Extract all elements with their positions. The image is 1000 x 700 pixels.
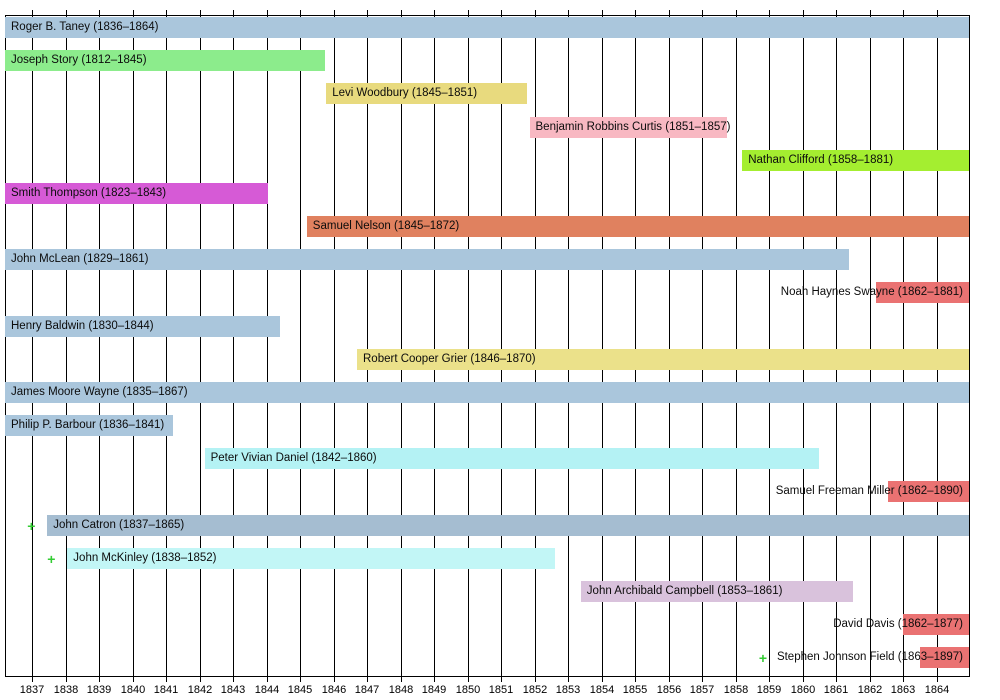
x-tick-label-1845: 1845 xyxy=(287,684,313,696)
top-tick-1839 xyxy=(99,10,100,15)
bar-label-nelson: Samuel Nelson (1845–1872) xyxy=(312,220,460,232)
bottom-tick-1845 xyxy=(300,676,301,682)
x-tick-label-1844: 1844 xyxy=(254,684,280,696)
top-tick-1856 xyxy=(669,10,670,15)
top-tick-1852 xyxy=(535,10,536,15)
bottom-tick-1853 xyxy=(568,676,569,682)
bar-label-swayne: Noah Haynes Swayne (1862–1881) xyxy=(780,286,963,298)
bottom-tick-1855 xyxy=(635,676,636,682)
x-tick-label-1864: 1864 xyxy=(924,684,950,696)
top-tick-1855 xyxy=(635,10,636,15)
bottom-axis-line xyxy=(5,676,970,677)
bottom-tick-1837 xyxy=(32,676,33,682)
bottom-tick-1848 xyxy=(401,676,402,682)
gridline-1837 xyxy=(32,15,33,676)
bar-label-barbour: Philip P. Barbour (1836–1841) xyxy=(11,419,165,431)
gridline-1851 xyxy=(501,15,502,676)
top-tick-1861 xyxy=(836,10,837,15)
bar-label-curtis: Benjamin Robbins Curtis (1851–1857) xyxy=(535,121,731,133)
x-tick-label-1858: 1858 xyxy=(723,684,749,696)
bar-label-wayne: James Moore Wayne (1835–1867) xyxy=(11,386,188,398)
bottom-tick-1850 xyxy=(468,676,469,682)
gridline-1854 xyxy=(602,15,603,676)
gridline-1845 xyxy=(300,15,301,676)
bottom-tick-1864 xyxy=(937,676,938,682)
gridline-1858 xyxy=(736,15,737,676)
gridline-1856 xyxy=(669,15,670,676)
gridline-1843 xyxy=(233,15,234,676)
gridline-1857 xyxy=(702,15,703,676)
gridline-1840 xyxy=(133,15,134,676)
bottom-tick-1840 xyxy=(133,676,134,682)
bottom-tick-1846 xyxy=(334,676,335,682)
bottom-tick-1854 xyxy=(602,676,603,682)
top-tick-1863 xyxy=(903,10,904,15)
gridline-1852 xyxy=(535,15,536,676)
x-tick-label-1837: 1837 xyxy=(19,684,45,696)
gridline-1841 xyxy=(166,15,167,676)
bar-label-woodbury: Levi Woodbury (1845–1851) xyxy=(332,87,478,99)
x-tick-label-1846: 1846 xyxy=(321,684,347,696)
bottom-tick-1858 xyxy=(736,676,737,682)
top-tick-1859 xyxy=(769,10,770,15)
bar-label-campbell: John Archibald Campbell (1853–1861) xyxy=(586,585,783,597)
bar-label-baldwin: Henry Baldwin (1830–1844) xyxy=(11,320,154,332)
gridline-1848 xyxy=(401,15,402,676)
bottom-tick-1861 xyxy=(836,676,837,682)
top-tick-1837 xyxy=(32,10,33,15)
plus-marker-catron: + xyxy=(27,518,36,534)
top-tick-1846 xyxy=(334,10,335,15)
bar-catron xyxy=(47,515,969,536)
gridline-1855 xyxy=(635,15,636,676)
bottom-tick-1857 xyxy=(702,676,703,682)
bottom-tick-1844 xyxy=(267,676,268,682)
plot-right-border xyxy=(969,15,970,676)
bar-label-mclean: John McLean (1829–1861) xyxy=(11,253,149,265)
x-tick-label-1863: 1863 xyxy=(890,684,916,696)
bottom-tick-1847 xyxy=(367,676,368,682)
x-tick-label-1842: 1842 xyxy=(187,684,213,696)
bottom-tick-1852 xyxy=(535,676,536,682)
top-tick-1858 xyxy=(736,10,737,15)
x-tick-label-1848: 1848 xyxy=(388,684,414,696)
x-tick-label-1849: 1849 xyxy=(421,684,447,696)
x-tick-label-1851: 1851 xyxy=(488,684,514,696)
bar-label-miller: Samuel Freeman Miller (1862–1890) xyxy=(775,485,963,497)
bar-label-mckinley: John McKinley (1838–1852) xyxy=(73,552,217,564)
gridline-1846 xyxy=(334,15,335,676)
top-tick-1853 xyxy=(568,10,569,15)
x-tick-label-1853: 1853 xyxy=(555,684,581,696)
bar-label-daniel: Peter Vivian Daniel (1842–1860) xyxy=(210,452,377,464)
x-tick-label-1847: 1847 xyxy=(354,684,380,696)
bottom-tick-1856 xyxy=(669,676,670,682)
gridline-1862 xyxy=(870,15,871,676)
top-tick-1845 xyxy=(300,10,301,15)
x-tick-label-1856: 1856 xyxy=(656,684,682,696)
bottom-tick-1841 xyxy=(166,676,167,682)
bottom-tick-1859 xyxy=(769,676,770,682)
bar-label-catron: John Catron (1837–1865) xyxy=(53,519,185,531)
gridline-1861 xyxy=(836,15,837,676)
top-tick-1844 xyxy=(267,10,268,15)
bottom-tick-1838 xyxy=(66,676,67,682)
x-tick-label-1859: 1859 xyxy=(756,684,782,696)
gridline-1864 xyxy=(937,15,938,676)
top-tick-1842 xyxy=(200,10,201,15)
top-tick-1864 xyxy=(937,10,938,15)
x-tick-label-1840: 1840 xyxy=(120,684,146,696)
bottom-tick-1860 xyxy=(803,676,804,682)
bottom-tick-1839 xyxy=(99,676,100,682)
x-tick-label-1841: 1841 xyxy=(153,684,179,696)
gridline-1842 xyxy=(200,15,201,676)
bar-label-davis: David Davis (1862–1877) xyxy=(833,618,963,630)
top-tick-1847 xyxy=(367,10,368,15)
bar-label-grier: Robert Cooper Grier (1846–1870) xyxy=(363,353,536,365)
top-tick-1849 xyxy=(434,10,435,15)
bottom-tick-1849 xyxy=(434,676,435,682)
bar-label-thompson: Smith Thompson (1823–1843) xyxy=(11,187,167,199)
top-tick-1860 xyxy=(803,10,804,15)
gridline-1860 xyxy=(803,15,804,676)
top-tick-1854 xyxy=(602,10,603,15)
gridline-1844 xyxy=(267,15,268,676)
x-tick-label-1861: 1861 xyxy=(823,684,849,696)
bottom-tick-1863 xyxy=(903,676,904,682)
gridline-1850 xyxy=(468,15,469,676)
top-tick-1857 xyxy=(702,10,703,15)
x-tick-label-1862: 1862 xyxy=(857,684,883,696)
bar-label-clifford: Nathan Clifford (1858–1881) xyxy=(748,154,894,166)
x-tick-label-1850: 1850 xyxy=(455,684,481,696)
bottom-tick-1842 xyxy=(200,676,201,682)
x-tick-label-1860: 1860 xyxy=(790,684,816,696)
bar-label-field: Stephen Johnson Field (1863–1897) xyxy=(776,651,963,663)
top-axis-line xyxy=(5,15,970,16)
gridline-1853 xyxy=(568,15,569,676)
gridline-1863 xyxy=(903,15,904,676)
top-tick-1843 xyxy=(233,10,234,15)
x-tick-label-1855: 1855 xyxy=(622,684,648,696)
top-tick-1841 xyxy=(166,10,167,15)
x-tick-label-1838: 1838 xyxy=(53,684,79,696)
bar-label-taney: Roger B. Taney (1836–1864) xyxy=(11,21,159,33)
x-tick-label-1839: 1839 xyxy=(86,684,112,696)
gridline-1839 xyxy=(99,15,100,676)
top-tick-1851 xyxy=(501,10,502,15)
top-tick-1848 xyxy=(401,10,402,15)
x-tick-label-1857: 1857 xyxy=(689,684,715,696)
gridline-1847 xyxy=(367,15,368,676)
gridline-1838 xyxy=(66,15,67,676)
top-tick-1850 xyxy=(468,10,469,15)
bottom-tick-1851 xyxy=(501,676,502,682)
x-tick-label-1843: 1843 xyxy=(220,684,246,696)
gridline-1859 xyxy=(769,15,770,676)
top-tick-1840 xyxy=(133,10,134,15)
bottom-tick-1843 xyxy=(233,676,234,682)
gridline-1849 xyxy=(434,15,435,676)
plus-marker-mckinley: + xyxy=(47,551,56,567)
x-tick-label-1854: 1854 xyxy=(589,684,615,696)
x-tick-label-1852: 1852 xyxy=(522,684,548,696)
plus-marker-field: + xyxy=(758,650,768,666)
top-tick-1862 xyxy=(870,10,871,15)
bar-label-story: Joseph Story (1812–1845) xyxy=(11,54,147,66)
top-tick-1838 xyxy=(66,10,67,15)
plot-left-border xyxy=(5,15,6,676)
bottom-tick-1862 xyxy=(870,676,871,682)
